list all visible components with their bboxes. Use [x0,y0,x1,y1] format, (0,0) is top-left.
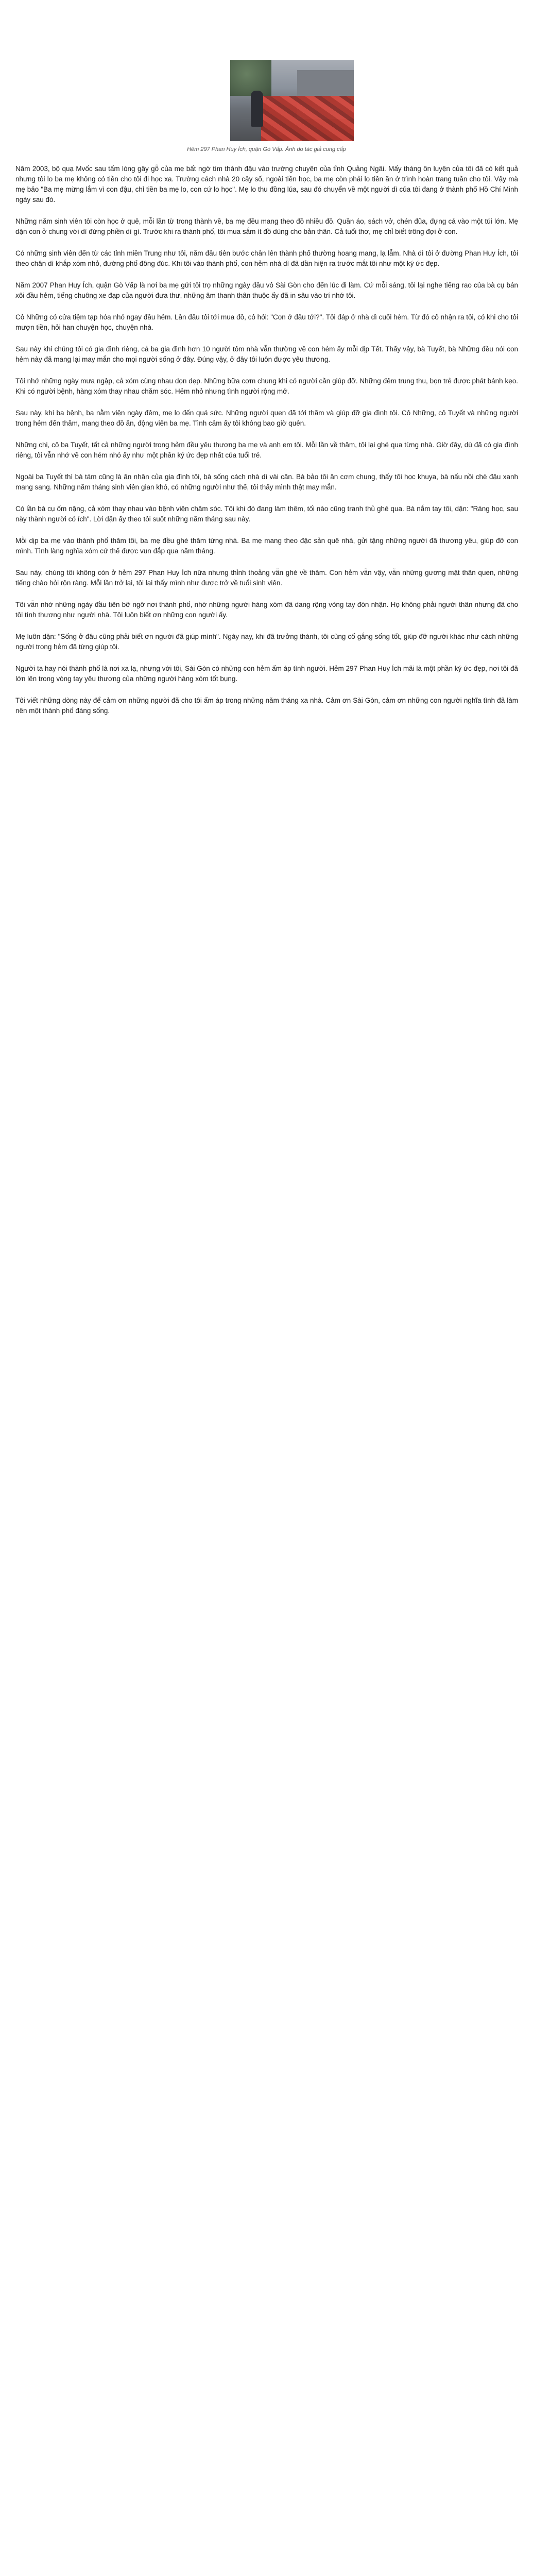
article-paragraph: Mỗi dịp ba mẹ vào thành phố thăm tôi, ba mẹ đều ghé thăm từng nhà. Ba mẹ mang theo đặc sản quê nhà, gửi tặng những người đã thương yêu, giúp đỡ con mình. Tình làng nghĩa xóm cứ thế được vun đắp qua năm tháng. [15,537,518,555]
hero-person [251,91,263,127]
article-paragraph: Sau này, khi ba bệnh, ba nằm viện ngày đêm, mẹ lo đến quá sức. Những người quen đã tới thăm và giúp đỡ gia đình tôi. Cô Những, cô Tuyết và những người trong hẻm đến thăm, mang theo đồ ăn, động viên ba mẹ. Tình cảm ấy tôi không bao giờ quên. [15,409,518,427]
hero-image [230,60,354,141]
hero-bags [261,96,354,141]
article-paragraph: Cô Những có cửa tiệm tạp hóa nhỏ ngay đầu hẻm. Lần đầu tôi tới mua đồ, cô hỏi: "Con ở đâu tới?". Tôi đáp ở nhà dì cuối hẻm. Từ đó cô nhận ra tôi, có khi cho tôi mượn tiền, hỏi han chuyện học, chuyện nhà. [15,313,518,331]
article-paragraph: Những chị, cô ba Tuyết, tất cả những người trong hẻm đều yêu thương ba mẹ và anh em tôi. Mỗi lần về thăm, tôi lại ghé qua từng nhà. Giờ đây, dù đã có gia đình riêng, tôi vẫn nhớ về con hẻm nhỏ ấy như một phần ký ức đẹp nhất của tuổi trẻ. [15,441,518,459]
article-paragraph: Sau này, chúng tôi không còn ở hẻm 297 Phan Huy Ích nữa nhưng thỉnh thoảng vẫn ghé về thăm. Con hẻm vẫn vậy, vẫn những gương mặt thân quen, những tiếng chào hỏi rộn ràng. Mỗi lần trở lại, tôi lại thấy mình như được trở về tuổi sinh viên. [15,569,518,587]
article-paragraph: Năm 2003, bộ quạ Mvốc sau tấm lòng gây gỗ của mẹ bất ngờ tìm thành đậu vào trường chuyên của tỉnh Quảng Ngãi. Mấy tháng ôn luyện của tôi đã có kết quả nhưng tôi lo ba mẹ không có tiền cho tôi đi học xa. Trường cách nhà 20 cây số, ngoài tiền học, ba mẹ còn phải lo tiền ăn ở trình hoàn trang tuần cho tôi. Vậy mà mẹ bảo "Ba mẹ mừng lắm vì con đậu, chỉ tiền ba mẹ lo, con cứ lo học". Mẹ lo thu đồng lúa, sau đó chuyển về một người dì của tôi đang ở thành phố Hồ Chí Minh ngày sau đó. [15,165,518,204]
article-paragraph: Ngoài ba Tuyết thì bà tám cũng là ân nhân của gia đình tôi, bà sống cách nhà dì vài căn. Bà bảo tôi ăn cơm chung, thấy tôi học khuya, bà nấu nồi chè đậu xanh mang sang. Những năm tháng sinh viên gian khó, có những người như thế, tôi thấy mình thật may mắn. [15,473,518,491]
article-paragraph: Năm 2007 Phan Huy Ích, quận Gò Vấp là nơi ba mẹ gửi tôi trọ những ngày đầu vô Sài Gòn cho đến lúc đi làm. Cứ mỗi sáng, tôi lại nghe tiếng rao của bà cụ bán xôi đầu hẻm, tiếng chuông xe đạp của người đưa thư, những âm thanh thân thuộc ấy đã in sâu vào trí nhớ tôi. [15,281,518,299]
article-paragraph: Tôi viết những dòng này để cảm ơn những người đã cho tôi ấm áp trong những năm tháng xa nhà. Cảm ơn Sài Gòn, cảm ơn những con người nghĩa tình đã làm nên một thành phố đáng sống. [15,697,518,715]
article-body [15,164,518,727]
article-paragraph: Tôi nhớ những ngày mưa ngập, cả xóm cùng nhau dọn dẹp. Những bữa cơm chung khi có người cần giúp đỡ. Những đêm trung thu, bọn trẻ được phát bánh kẹo. Khi có người bệnh, hàng xóm thay nhau chăm sóc. Hẻm nhỏ nhưng tình người rộng mở. [15,377,518,395]
article-paragraph: Sau này khi chúng tôi có gia đình riêng, cả ba gia đình hơn 10 người tôm nhà vẫn thường về con hẻm ấy mỗi dịp Tết. Thấy vậy, bà Tuyết, bà Những đều nói con hẻm này đã mang lại may mắn cho mọi người sống ở đây. Đúng vậy, ở đây tôi luôn được yêu thương. [15,345,518,363]
hero-tree [230,60,271,96]
article-paragraph: Tôi vẫn nhớ những ngày đầu tiên bỡ ngỡ nơi thành phố, nhớ những người hàng xóm đã dang rộng vòng tay đón nhận. Họ không phải người thân nhưng đã cho tôi tình thương như người nhà. Tôi luôn biết ơn những con người ấy. [15,601,518,619]
image-caption: Hêm 297 Phan Huy Ích, quận Gò Vấp. Ảnh do tác giả cung cấp [187,146,346,152]
article-paragraph: Có những sinh viên đến từ các tỉnh miền Trung như tôi, năm đầu tiên bước chân lên thành phố thường hoang mang, lạ lẫm. Nhà dì tôi ở đường Phan Huy Ích, tôi theo chân dì khắp xóm nhỏ, đường phố đông đúc. Khi tôi vào thành phố, con hẻm nhà dì đã dần hiện ra trước mắt tôi như một ký ức đẹp. [15,249,518,267]
article-paragraph: Người ta hay nói thành phố là nơi xa lạ, nhưng với tôi, Sài Gòn có những con hẻm ấm áp tình người. Hẻm 297 Phan Huy Ích mãi là một phần ký ức đẹp, nơi tôi đã lớn lên trong vòng tay yêu thương của những người hàng xóm tốt bụng. [15,665,518,683]
article-paragraph: Mẹ luôn dặn: "Sống ở đâu cũng phải biết ơn người đã giúp mình". Ngày nay, khi đã trưởng thành, tôi cũng cố gắng sống tốt, giúp đỡ người khác như cách những người trong hẻm đã từng giúp tôi. [15,633,518,651]
article-paragraph: Những năm sinh viên tôi còn học ở quê, mỗi lần từ trong thành về, ba mẹ đều mang theo đồ nhiều đồ. Quần áo, sách vở, chén đũa, đựng cả vào một túi lớn. Mẹ dặn con ở chung với dì đừng phiền dì gì. Trước khi ra thành phố, tôi mua sắm ít đồ dùng cho bản thân. Cả tuổi thơ, mẹ chỉ biết trông đợi ở con. [15,217,518,235]
article-paragraph: Có lần bà cụ ốm nặng, cả xóm thay nhau vào bệnh viện chăm sóc. Tôi khi đó đang làm thêm, tối nào cũng tranh thủ ghé qua. Bà nắm tay tôi, dặn: "Ráng học, sau này thành người có ích". Lời dặn ấy theo tôi suốt những năm tháng sau này. [15,505,518,523]
